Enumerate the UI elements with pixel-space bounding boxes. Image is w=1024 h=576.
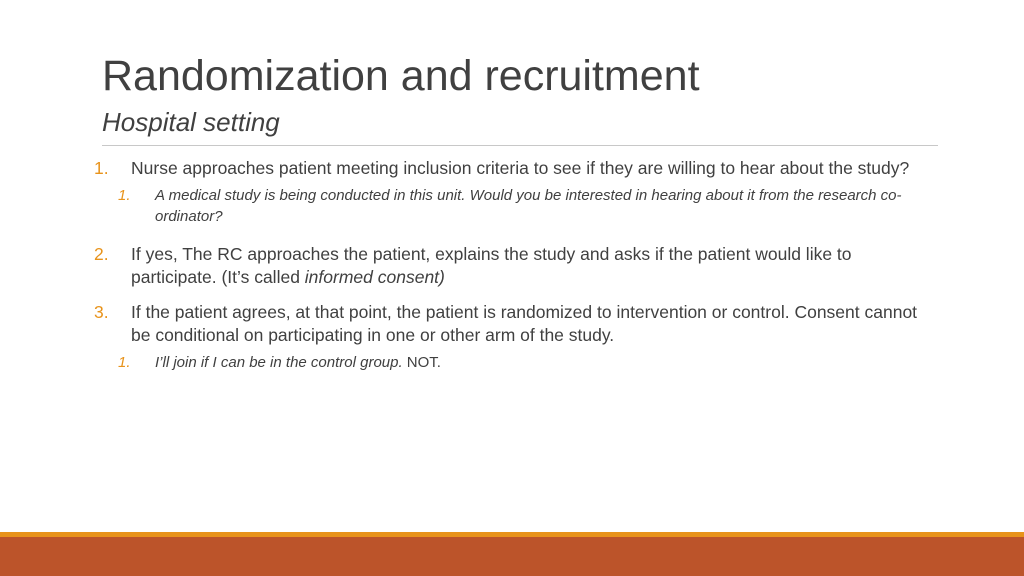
slide-subtitle: Hospital setting (102, 107, 280, 137)
list-item-1 (0, 157, 1024, 180)
sub-item-text: A medical study is being conducted in this unit. Would you be interested in hearing about it from the research co-ordinator? (155, 187, 902, 225)
numbered-list (0, 157, 1024, 373)
list-item-number: 1. (94, 158, 109, 178)
list-item-number: 3. (94, 302, 109, 322)
sub-item-1-1 (0, 185, 1024, 227)
sub-item-text (155, 352, 945, 373)
title-divider (102, 145, 938, 146)
slide-title: Randomization and recruitment (102, 52, 700, 100)
list-item-3 (0, 301, 1024, 347)
sub-item-3-1 (0, 352, 1024, 373)
footer-bar (0, 537, 1024, 576)
list-item-text: Nurse approaches patient meeting inclusion criteria to see if they are willing to hear about the study? (131, 158, 910, 178)
list-item-2 (0, 243, 1024, 289)
list-item-number: 2. (94, 244, 109, 264)
sub-item-number: 1. (118, 187, 131, 204)
sub-item-text-italic: I’ll join if I can be in the control group. (155, 354, 403, 371)
list-item-text-italic: informed consent) (304, 267, 445, 287)
sub-item-text-plain: NOT. (402, 354, 441, 371)
sub-item-number: 1. (118, 354, 131, 371)
list-item-text (131, 243, 936, 289)
list-item-text-plain: If yes, The RC approaches the patient, explains the study and asks if the patient would like to participate. (It’s called (131, 244, 852, 287)
list-item-text: If the patient agrees, at that point, the patient is randomized to intervention or control. Consent cannot be conditional on participating in one or other arm of the study. (131, 302, 918, 345)
